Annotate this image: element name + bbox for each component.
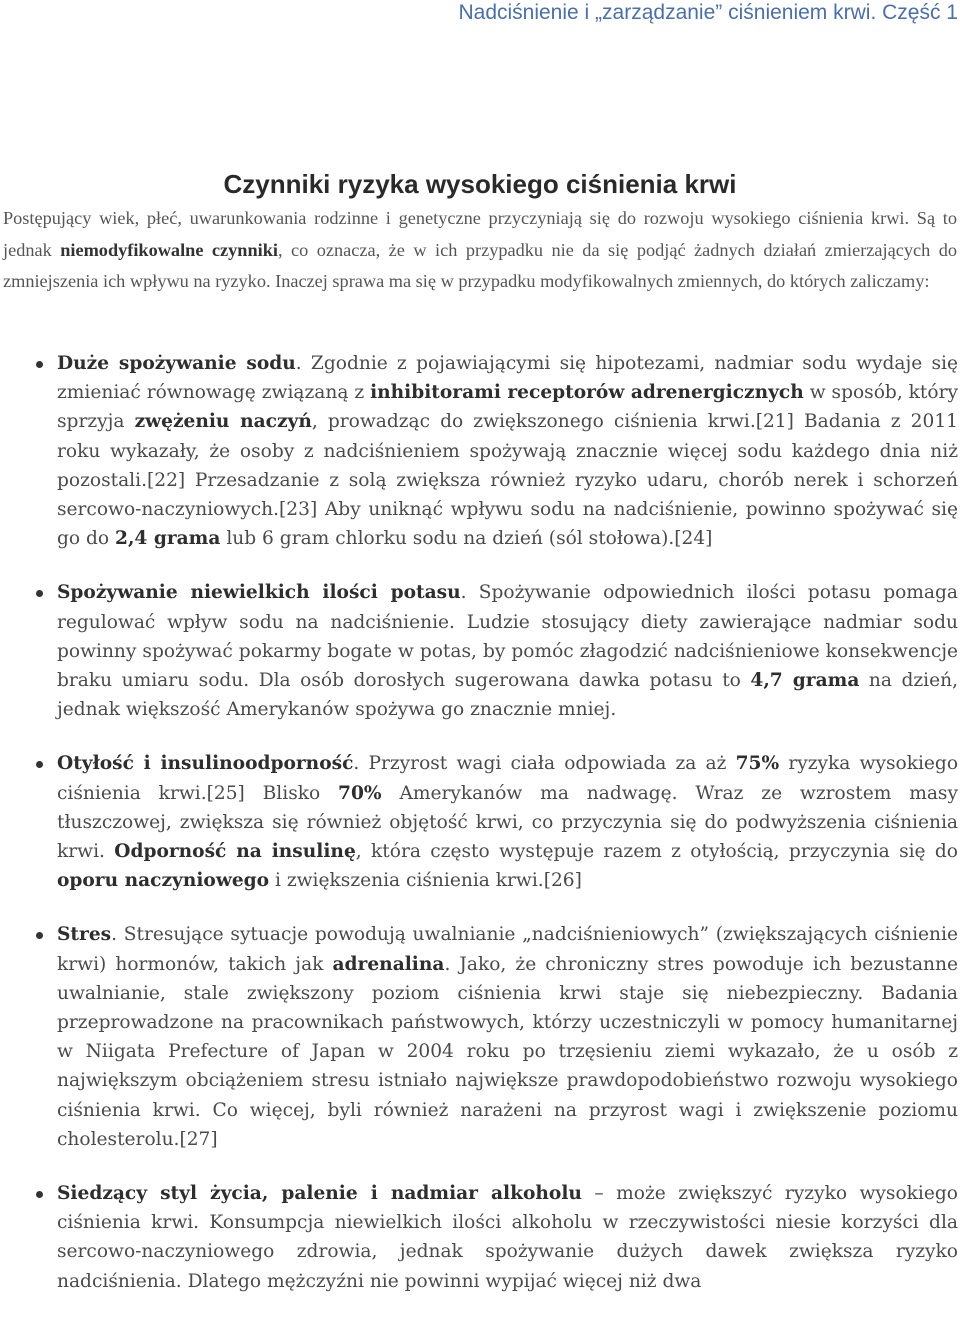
bold-text: Spożywanie niewielkich ilości potasu — [57, 582, 461, 604]
text-run: , co oznacza, że w ich przypadku nie da się podjąć żadnych działań zmierzających do zmniejszenia ich wpływu na ryzyko. Inaczej sprawa ma się w przypadku modyfikowalnych zmiennych, do których zaliczamy: — [3, 239, 957, 291]
bold-text: adrenalina — [332, 953, 445, 975]
text-run: . Przyrost wagi ciała odpowiada za aż — [353, 753, 736, 775]
bold-text: zwężeniu naczyń — [134, 411, 312, 433]
text-run: Postępujący wiek, płeć, uwarunkowania rodzinne i genetyczne przyczyniają się do rozwoju wysokiego ciśnienia krwi. Są to jednak — [3, 208, 957, 260]
intro-paragraph — [3, 203, 957, 298]
bullet-icon — [36, 1191, 43, 1198]
bold-text: Siedzący styl życia, palenie i nadmiar alkoholu — [57, 1183, 582, 1205]
bullet-icon — [36, 932, 43, 939]
text-run: ryzyka wysokiego ciśnienia krwi.[25] Blisko — [57, 753, 959, 804]
text-run: , która często występuje razem z otyłością, przyczynia się do — [355, 841, 958, 863]
bold-text: Duże spożywanie sodu — [57, 353, 296, 374]
text-run: – może zwiększyć ryzyko wysokiego ciśnienia krwi. Konsumpcja niewielkich ilości alkoholu w rzeczywistości niesie korzyści dla sercowo-naczyniowego zdrowia, jednak spożywanie dużych dawek zwiększa ryzyko nadciśnienia. Dlatego mężczyźni nie powinni wypijać więcej niż dwa — [57, 1183, 958, 1292]
bullet-icon — [36, 761, 43, 768]
text-run: , prowadząc do zwiększonego ciśnienia krwi.[21] Badania z 2011 roku wykazały, że osoby z nadciśnieniem spożywają znacznie więcej sodu każdego dnia niż pozostali.[22] Przesadzanie z solą zwiększa również ryzyko udaru, chorób nerek i schorzeń sercowo-naczyniowych.[23] Aby uniknąć wpływu sodu na nadciśnienie, powinno spożywać się go do — [57, 411, 958, 550]
section-heading: Czynniki ryzyka wysokiego ciśnienia krwi — [223, 169, 737, 199]
text-run: . Stresujące sytuacje powodują uwalnianie „nadciśnieniowych” (zwiększających ciśnienie krwi) hormonów, takich jak — [57, 924, 958, 975]
risk-factor-obesity — [0, 749, 960, 895]
bold-text: 4,7 grama — [750, 670, 860, 692]
bold-text: 2,4 grama — [115, 528, 221, 550]
text-run: . Jako, że chroniczny stres powoduje ich bezustanne uwalnianie, stale zwiększony poziom ciśnienia krwi staje się niebezpieczny. Badania przeprowadzone na pracownikach państwowych, którzy uczestniczyli w pomocy humanitarnej w Niigata Prefecture of Japan w 2004 roku po trzęsieniu ziemi wykazało, że u osób z największym obciążeniem stresu istniało największe prawdopodobieństwo rozwoju wysokiego ciśnienia krwi. Co więcej, byli również narażeni na przyrost wagi i zwiększenie poziomu cholesterolu.[27] — [57, 953, 958, 1150]
text-run: i zwiększenia ciśnienia krwi.[26] — [269, 870, 582, 892]
bullet-icon — [36, 361, 43, 368]
risk-factor-potassium — [0, 578, 960, 724]
bold-text: oporu naczyniowego — [57, 870, 270, 892]
text-run: . Zgodnie z pojawiającymi się hipotezami, nadmiar sodu wydaje się zmieniać równowagę związaną z — [57, 353, 958, 404]
bold-text: 75% — [735, 753, 780, 775]
risk-factor-stress — [0, 920, 960, 1154]
bold-text: niemodyfikowalne czynniki — [60, 239, 278, 260]
text-run: na dzień, jednak większość Amerykanów spożywa go znacznie mniej. — [57, 670, 959, 721]
bullet-icon — [36, 590, 43, 597]
risk-factor-list — [0, 349, 960, 1321]
bold-text: 70% — [338, 782, 382, 804]
bold-text: inhibitorami receptorów adrenergicznych — [370, 382, 804, 404]
risk-factor-lifestyle — [0, 1179, 960, 1296]
risk-factor-sodium — [0, 349, 960, 553]
text-run: lub 6 gram chlorku sodu na dzień (sól stołowa).[24] — [220, 528, 713, 550]
text-run: Amerykanów ma nadwagę. Wraz ze wzrostem masy tłuszczowej, zwiększa się również objętość krwi, co przyczynia się do podwyższenia ciśnienia krwi. — [57, 782, 958, 863]
bold-text: Otyłość i insulinoodporność — [57, 753, 354, 775]
text-run: w sposób, który sprzyja — [57, 382, 958, 433]
bold-text: Odporność na insulinę — [114, 841, 356, 863]
running-header: Nadciśnienie i „zarządzanie” ciśnieniem krwi. Część 1 — [458, 1, 958, 24]
text-run: . Spożywanie odpowiednich ilości potasu pomaga regulować wpływ sodu na nadciśnienie. Ludzie stosujący diety zawierające nadmiar sodu powinny spożywać pokarmy bogate w potas, by pomóc złagodzić nadciśnieniowe konsekwencje braku umiaru sodu. Dla osób dorosłych sugerowana dawka potasu to — [57, 582, 958, 692]
bold-text: Stres — [57, 924, 112, 946]
